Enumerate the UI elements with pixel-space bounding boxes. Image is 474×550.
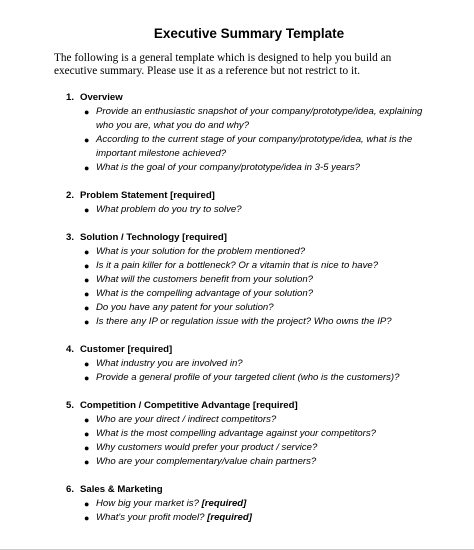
section-number: 5. <box>66 400 75 411</box>
section-heading-text: Competition / Competitive Advantage [required] <box>80 400 298 411</box>
sections-container <box>54 91 434 525</box>
list-item-question: What's your profit model? <box>96 512 208 523</box>
list-item <box>84 273 434 287</box>
section-number: 3. <box>66 232 75 243</box>
section-4 <box>54 343 434 385</box>
list-item-text <box>96 413 434 427</box>
required-tag: [required] <box>201 498 247 509</box>
list-item-text <box>96 441 434 455</box>
bullet-icon: ● <box>84 205 90 215</box>
bullet-icon: ● <box>84 415 90 425</box>
list-item-text <box>96 357 434 371</box>
list-item <box>84 357 434 371</box>
intro-paragraph: The following is a general template which is designed to help you build an executive summary. Please use it as a reference but not restrict to it. <box>54 52 392 77</box>
bullet-icon: ● <box>84 513 90 523</box>
list-item-question: Is there any IP or regulation issue with the project? Who owns the IP? <box>96 316 392 327</box>
list-item-text <box>96 133 434 161</box>
section-heading <box>66 483 434 496</box>
list-item <box>84 497 434 511</box>
section-3 <box>54 231 434 329</box>
bullet-icon: ● <box>84 359 90 369</box>
list-item-text <box>96 315 434 329</box>
section-bullet-list <box>54 497 434 525</box>
list-item <box>84 441 434 455</box>
list-item-text <box>96 273 434 287</box>
list-item <box>84 105 434 133</box>
list-item <box>84 259 434 273</box>
list-item-question: Who are your complementary/value chain partners? <box>96 456 317 467</box>
document-title: Executive Summary Template <box>153 26 345 41</box>
section-number: 4. <box>66 344 75 355</box>
required-tag: [required] <box>207 512 252 523</box>
list-item-text <box>96 259 434 273</box>
section-number: 2. <box>66 190 75 201</box>
list-item-question: What will the customers benefit from your solution? <box>96 274 314 285</box>
section-heading <box>66 399 434 412</box>
list-item <box>84 511 434 525</box>
list-item-question: Provide an enthusiastic snapshot of your company/prototype/idea, explaining who you are, what you do and why? <box>96 106 423 131</box>
bullet-icon: ● <box>84 247 90 257</box>
list-item-text <box>96 371 434 385</box>
section-bullet-list <box>54 413 434 469</box>
section-heading <box>66 189 434 202</box>
list-item-question: What problem do you try to solve? <box>96 204 242 215</box>
list-item <box>84 315 434 329</box>
section-heading-text: Customer [required] <box>80 344 173 355</box>
section-heading-text: Overview <box>80 92 123 103</box>
bullet-icon: ● <box>84 373 90 383</box>
list-item <box>84 203 434 217</box>
list-item-text <box>96 301 434 315</box>
list-item-text <box>96 245 434 259</box>
section-bullet-list <box>54 105 434 175</box>
section-number: 6. <box>66 484 75 495</box>
bullet-icon: ● <box>84 135 90 145</box>
bullet-icon: ● <box>84 163 90 173</box>
list-item-text <box>96 455 434 469</box>
section-bullet-list <box>54 357 434 385</box>
list-item <box>84 371 434 385</box>
list-item-question: Why customers would prefer your product / service? <box>96 442 318 453</box>
list-item-question: Provide a general profile of your targeted client (who is the customers)? <box>96 372 400 383</box>
list-item-text <box>96 105 434 133</box>
section-2 <box>54 189 434 217</box>
bullet-icon: ● <box>84 429 90 439</box>
section-number: 1. <box>66 92 75 103</box>
bullet-icon: ● <box>84 443 90 453</box>
list-item <box>84 287 434 301</box>
bullet-icon: ● <box>84 303 90 313</box>
list-item <box>84 161 434 175</box>
section-bullet-list <box>54 203 434 217</box>
section-5 <box>54 399 434 469</box>
list-item <box>84 455 434 469</box>
bullet-icon: ● <box>84 289 90 299</box>
list-item-question: What is the goal of your company/prototype/idea in 3-5 years? <box>96 162 360 173</box>
bullet-icon: ● <box>84 107 90 117</box>
bullet-icon: ● <box>84 457 90 467</box>
list-item-text <box>96 497 434 511</box>
section-bullet-list <box>54 245 434 329</box>
bullet-icon: ● <box>84 275 90 285</box>
bullet-icon: ● <box>84 499 90 509</box>
list-item-text <box>96 511 434 525</box>
list-item-question: Who are your direct / indirect competitors? <box>96 414 277 425</box>
list-item-question: Do you have any patent for your solution? <box>96 302 274 313</box>
section-heading <box>66 343 434 356</box>
list-item-question: How big your market is? <box>96 498 202 509</box>
list-item <box>84 301 434 315</box>
section-heading-text: Sales & Marketing <box>80 484 163 495</box>
list-item-question: What is the compelling advantage of your solution? <box>96 288 314 299</box>
bullet-icon: ● <box>84 261 90 271</box>
list-item <box>84 245 434 259</box>
list-item-question: According to the current stage of your company/prototype/idea, what is the important milestone achieved? <box>96 134 413 159</box>
list-item-text <box>96 427 434 441</box>
list-item <box>84 133 434 161</box>
list-item-question: What is your solution for the problem mentioned? <box>96 246 306 257</box>
section-6 <box>54 483 434 525</box>
list-item <box>84 413 434 427</box>
section-heading-text: Problem Statement [required] <box>80 190 215 201</box>
list-item <box>84 427 434 441</box>
bullet-icon: ● <box>84 317 90 327</box>
list-item-text <box>96 203 434 217</box>
list-item-text <box>96 161 434 175</box>
section-heading-text: Solution / Technology [required] <box>80 232 227 243</box>
list-item-text <box>96 287 434 301</box>
section-heading <box>66 91 434 104</box>
list-item-question: What industry you are involved in? <box>96 358 243 369</box>
list-item-question: What is the most compelling advantage against your competitors? <box>96 428 376 439</box>
section-heading <box>66 231 434 244</box>
section-1 <box>54 91 434 175</box>
list-item-question: Is it a pain killer for a bottleneck? Or a vitamin that is nice to have? <box>96 260 379 271</box>
